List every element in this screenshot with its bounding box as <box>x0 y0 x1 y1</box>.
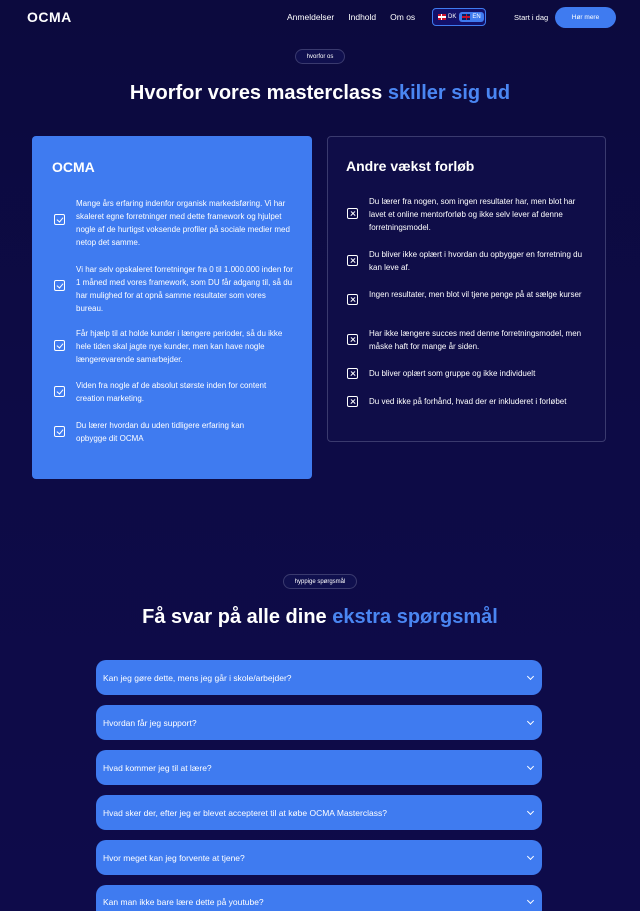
denmark-flag-icon <box>438 14 446 20</box>
faq-item[interactable] <box>96 885 542 911</box>
section-tag-why-us: hvorfor os <box>295 49 345 64</box>
other-item <box>347 367 592 380</box>
other-item <box>347 248 592 274</box>
ocma-item-text: Får hjælp til at holde kunder i længere perioder, så du ikke hele tiden skal jagte nye kunder, men kan have nogle længerevarende samarbejder. <box>76 329 283 364</box>
chevron-down-icon <box>527 807 534 814</box>
check-icon <box>54 280 65 291</box>
chevron-down-icon <box>527 717 534 724</box>
ocma-item <box>54 379 294 405</box>
ocma-item <box>54 327 294 366</box>
ocma-item-text: Viden fra nogle af de absolut største inden for content creation marketing. <box>76 381 267 403</box>
x-icon <box>347 334 358 345</box>
faq-question: Kan jeg gøre dette, mens jeg går i skole/arbejder? <box>103 672 292 683</box>
ocma-item-text: Du lærer hvordan du uden tidligere erfaring kan opbygge dit OCMA <box>76 421 245 443</box>
chevron-down-icon <box>527 852 534 859</box>
language-switcher <box>432 8 486 26</box>
start-today-link[interactable]: Start i dag <box>514 13 549 22</box>
check-icon <box>54 426 65 437</box>
faq-item[interactable] <box>96 795 542 830</box>
uk-flag-icon <box>462 14 470 20</box>
compare-heading-accent: skiller sig ud <box>387 82 511 104</box>
check-icon <box>54 214 65 225</box>
ocma-item <box>54 419 294 445</box>
faq-item[interactable] <box>96 840 542 875</box>
check-icon <box>54 340 65 351</box>
chevron-down-icon <box>527 672 534 679</box>
x-icon <box>347 255 358 266</box>
ocma-item-text: Mange års erfaring indenfor organisk markedsføring. Vi har skaleret egne forretninger med dette framework og hjulpet nogle af de hurtigst voksende profiler på sociale medier med netop det samme. <box>76 199 290 247</box>
compare-heading <box>0 82 640 105</box>
x-icon <box>347 294 358 305</box>
faq-heading-main: Få svar på alle dine <box>142 606 327 628</box>
other-item <box>347 288 592 305</box>
check-icon <box>54 386 65 397</box>
faq-question: Hvad sker der, efter jeg er blevet accepteret til at købe OCMA Masterclass? <box>103 807 387 818</box>
other-item-text: Du bliver ikke oplært i hvordan du opbygger en forretning du kan leve af. <box>369 250 583 272</box>
other-item-text: Du bliver oplært som gruppe og ikke individuelt <box>369 369 536 378</box>
chevron-down-icon <box>527 897 534 904</box>
other-item-text: Du lærer fra nogen, som ingen resultater har, men blot har lavet et online mentorforløb og ikke selv lever af denne forretningsmodel. <box>369 197 576 232</box>
ocma-item <box>54 197 294 249</box>
nav-link-anmeldelser[interactable]: Anmeldelser <box>287 12 335 22</box>
faq-question: Kan man ikke bare lære dette på youtube? <box>103 897 264 907</box>
top-nav <box>0 0 640 34</box>
section-tag-faq: hyppige spørgsmål <box>283 574 357 589</box>
lang-dk-label: DK <box>448 14 457 20</box>
other-item-text: Har ikke længere succes med denne forretningsmodel, men måske haft for mange år siden. <box>369 329 582 351</box>
other-programs-card <box>327 136 606 442</box>
x-icon <box>347 208 358 219</box>
lang-option-en[interactable] <box>459 12 483 22</box>
ocma-item-text: Vi har selv opskaleret forretninger fra 0 til 1.000.000 inden for 1 måned med vores framework, som DU får adgang til, så du har mulighed for at opnå samme resultater som vores bureau. <box>76 265 293 313</box>
other-card-title: Andre vækst forløb <box>346 158 475 174</box>
lang-option-dk[interactable] <box>435 12 459 22</box>
ocma-card-title: OCMA <box>52 159 95 175</box>
ocma-card <box>32 136 312 479</box>
faq-question: Hvor meget kan jeg forvente at tjene? <box>103 852 245 863</box>
ocma-item <box>54 263 294 315</box>
faq-question: Hvordan får jeg support? <box>103 717 197 728</box>
faq-heading <box>0 606 640 629</box>
x-icon <box>347 368 358 379</box>
other-item <box>347 327 592 353</box>
nav-links <box>287 12 415 22</box>
nav-link-indhold[interactable]: Indhold <box>348 12 377 22</box>
chevron-down-icon <box>527 762 534 769</box>
other-item-text: Du ved ikke på forhånd, hvad der er inkluderet i forløbet <box>369 397 567 406</box>
logo[interactable]: OCMA <box>27 9 72 25</box>
faq-heading-accent: ekstra spørgsmål <box>332 606 498 628</box>
faq-item[interactable] <box>96 705 542 740</box>
faq-item[interactable] <box>96 660 542 695</box>
other-item <box>347 195 592 234</box>
faq-item[interactable] <box>96 750 542 785</box>
x-icon <box>347 396 358 407</box>
other-item <box>347 395 597 408</box>
compare-heading-main: Hvorfor vores masterclass <box>129 82 383 104</box>
learn-more-button[interactable]: Hør mere <box>555 7 616 28</box>
nav-link-om-os[interactable]: Om os <box>390 12 416 22</box>
lang-en-label: EN <box>472 14 481 20</box>
other-item-text: Ingen resultater, men blot vil tjene penge på at sælge kurser <box>369 290 582 299</box>
faq-question: Hvad kommer jeg til at lære? <box>103 762 212 773</box>
